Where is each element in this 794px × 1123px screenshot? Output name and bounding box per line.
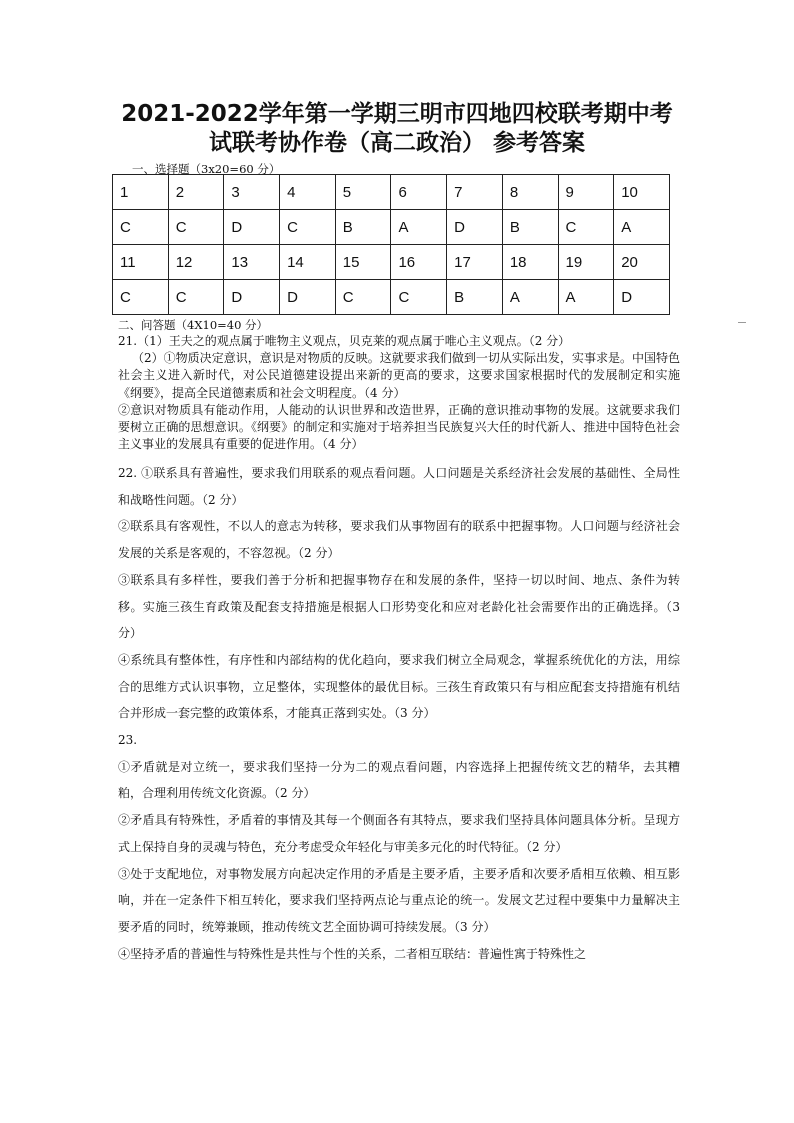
answer-cell: D: [224, 280, 280, 315]
q22-point-3: ③联系具有多样性，要我们善于分析和把握事物存在和发展的条件，坚持一切以时间、地点、条件为转移。实施三孩生育政策及配套支持措施是根据人口形势变化和应对老龄化社会需要作出的正确选择。（3 分）: [118, 572, 680, 641]
question-21-block: [118, 333, 680, 453]
question-number-cell: 1: [113, 175, 169, 210]
answer-cell: A: [558, 280, 614, 315]
q21-part-1: 21.（1）王夫之的观点属于唯物主义观点，贝克莱的观点属于唯心主义观点。（2 分）: [118, 334, 571, 348]
q23-point-1: ①矛盾就是对立统一，要求我们坚持一分为二的观点看问题，内容选择上把握传统文艺的精华，去其糟粕，合理利用传统文化资源。（2 分）: [118, 759, 680, 801]
answer-cell: C: [168, 210, 224, 245]
question-number-cell: 19: [558, 245, 614, 280]
q22-point-2: ②联系具有客观性，不以人的意志为转移，要求我们从事物固有的联系中把握事物。人口问题与经济社会发展的关系是客观的，不容忽视。（2 分）: [118, 519, 680, 561]
answer-cell: D: [614, 280, 670, 315]
answer-cell: C: [280, 210, 336, 245]
answer-cell: A: [391, 210, 447, 245]
q23-point-2: ②矛盾具有特殊性，矛盾着的事情及其每一个侧面各有其特点，要求我们坚持具体问题具体分析。呈现方式上保持自身的灵魂与特色，充分考虑受众年轻化与审美多元化的时代特征。（2 分）: [118, 813, 680, 854]
title-line-1: 2021-2022学年第一学期三明市四地四校联考期中考: [121, 101, 673, 127]
title-line-2: 试联考协作卷（高二政治） 参考答案: [208, 130, 585, 156]
question-number-cell: 17: [447, 245, 503, 280]
answer-cell: B: [335, 210, 391, 245]
question-number-cell: 3: [224, 175, 280, 210]
question-number-cell: 14: [280, 245, 336, 280]
question-number-row: [113, 175, 670, 210]
answer-cell: C: [335, 280, 391, 315]
answer-row: [113, 210, 670, 245]
answer-cell: D: [224, 210, 280, 245]
question-number-cell: 7: [447, 175, 503, 210]
answer-cell: A: [614, 210, 670, 245]
question-number-cell: 16: [391, 245, 447, 280]
questions-22-23-block: [118, 460, 680, 967]
question-number-cell: 5: [335, 175, 391, 210]
q22-point-1: 22. ①联系具有普遍性，要求我们用联系的观点看问题。人口问题是关系经济社会发展的基础性、全局性和战略性问题。（2 分）: [118, 466, 680, 507]
question-number-cell: 6: [391, 175, 447, 210]
q23-point-3: ③处于支配地位，对事物发展方向起决定作用的矛盾是主要矛盾，主要矛盾和次要矛盾相互依赖、相互影响，并在一定条件下相互转化，要求我们坚持两点论与重点论的统一。发展文艺过程中要集中力量解决主要矛盾的同时，统筹兼顾，推动传统文艺全面协调可持续发展。（3 分）: [118, 866, 680, 934]
answer-cell: D: [447, 210, 503, 245]
answer-cell: A: [502, 280, 558, 315]
answer-cell: C: [558, 210, 614, 245]
answer-table: [112, 174, 670, 315]
q21-part-2: （2）①物质决定意识，意识是对物质的反映。这就要求我们做到一切从实际出发，实事求是。中国特色社会主义进入新时代，对公民道德建设提出来新的更高的要求，这要求国家根据时代的发展制定和实施《纲要》，提高全民道德素质和社会文明程度。（4 分）: [118, 351, 680, 400]
question-number-cell: 2: [168, 175, 224, 210]
question-number-cell: 8: [502, 175, 558, 210]
answer-cell: C: [113, 280, 169, 315]
answer-cell: B: [447, 280, 503, 315]
q23-number: 23.: [118, 733, 138, 748]
section-2-heading: 二、问答题（4X10=40 分）: [118, 318, 269, 332]
question-number-cell: 18: [502, 245, 558, 280]
question-number-row: [113, 245, 670, 280]
question-number-cell: 10: [614, 175, 670, 210]
answer-cell: C: [113, 210, 169, 245]
q22-point-4: ④系统具有整体性，有序性和内部结构的优化趋向，要求我们树立全局观念，掌握系统优化的方法，用综合的思维方式认识事物，立足整体，实现整体的最优目标。三孩生育政策只有与相应配套支持措施有机结合并形成一套完整的政策体系，才能真正落到实处。（3 分）: [118, 652, 680, 721]
section-1-heading: 一、选择题（3x20=60 分）: [132, 162, 281, 176]
stray-mark: [738, 322, 746, 329]
answer-cell: B: [502, 210, 558, 245]
question-number-cell: 11: [113, 245, 169, 280]
question-number-cell: 4: [280, 175, 336, 210]
question-number-cell: 20: [614, 245, 670, 280]
q23-point-4: ④坚持矛盾的普遍性与特殊性是共性与个性的关系，二者相互联结：普遍性寓于特殊性之: [118, 946, 587, 961]
question-number-cell: 12: [168, 245, 224, 280]
answer-row: [113, 280, 670, 315]
answer-cell: C: [391, 280, 447, 315]
question-number-cell: 13: [224, 245, 280, 280]
q21-part-3: ②意识对物质具有能动作用，人能动的认识世界和改造世界，正确的意识推动事物的发展。这就要求我们要树立正确的思想意识。《纲要》的制定和实施对于培养担当民族复兴大任的时代新人、推进中国特色社会主义事业的发展具有重要的促进作用。（4 分）: [118, 402, 680, 452]
question-number-cell: 9: [558, 175, 614, 210]
question-number-cell: 15: [335, 245, 391, 280]
answer-cell: D: [280, 280, 336, 315]
answer-cell: C: [168, 280, 224, 315]
